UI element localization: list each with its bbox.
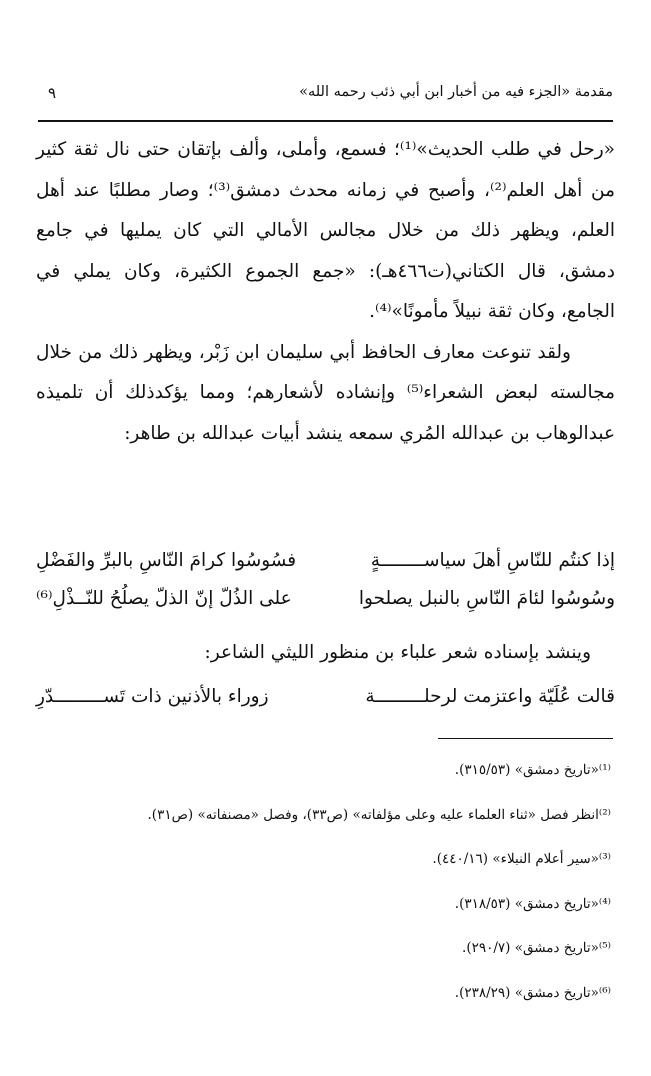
- verse-first-hemistich: قالت عُلَيّة واعتزمت لرحلـــــــــة: [365, 686, 615, 707]
- footnote: ⁽³⁾«سير أعلام النبلاء» (٤٤٠/١٦).: [432, 851, 611, 867]
- footnote: ⁽⁴⁾«تاريخ دمشق» (٣١٨/٥٣).: [454, 895, 611, 912]
- footnote: ⁽⁶⁾«تاريخ دمشق» (٢٣٨/٢٩).: [454, 984, 611, 1001]
- poem-intro: وينشد بإسناده شعر علباء بن منظور الليثي الشاعر:: [204, 642, 591, 663]
- verse-second-hemistich: فسُوسُوا كرامَ النّاسِ بالبرِّ والفَضْلِ: [36, 550, 297, 571]
- verse-second-hemistich: زوراء بالأذنين ذات تَســـــــــدّرِ: [36, 686, 269, 707]
- poem-2: [36, 686, 615, 724]
- paragraph-1: «رحل في طلب الحديث»⁽¹⁾؛ فسمع، وأملى، وألف بإتقان حتى نال ثقة كثير من أهل العلم⁽²⁾، وأصبح في زمانه محدث دمشق⁽³⁾؛ وصار مطلبًا عند أهل العلم، ويظهر ذلك من خلال مجالس الأمالي التي كان يمليها في جامع دمشق، قال الكتاني(ت٤٦٦هـ): «جمع الجموع الكثيرة، وكان يملي في الجامع، وكان ثقة نبيلاً مأمونًا»⁽⁴⁾.: [36, 139, 616, 322]
- verse-line: [36, 588, 615, 626]
- running-title: مقدمة «الجزء فيه من أخبار ابن أبي ذئب رحمه الله»: [299, 84, 613, 100]
- main-text: [36, 130, 615, 454]
- footnote: ⁽⁵⁾«تاريخ دمشق» (٢٩٠/٧).: [462, 940, 611, 956]
- footnotes: [36, 762, 615, 1029]
- verse-second-hemistich: على الذُلّ إنّ الذلّ يصلُحُ للنّــذْلِ⁽⁶⁾: [36, 588, 292, 609]
- paragraph-2: ولقد تنوعت معارف الحافظ أبي سليمان ابن زَبْر، ويظهر ذلك من خلال مجالسته لبعض الشعراء⁽⁵⁾ وإنشاده لأشعارهم؛ ومما يؤكدذلك أن تلميذه عبدالوهاب بن عبدالله المُري سمعه ينشد أبيات عبدالله بن طاهر:: [36, 341, 615, 444]
- verse-line: [36, 550, 615, 588]
- footnote-rule: [438, 738, 613, 739]
- running-header: [40, 84, 613, 108]
- verse-first-hemistich: وسُوسُوا لئامَ النّاسِ بالنبل يصلحوا: [358, 588, 615, 609]
- verse-first-hemistich: إذا كنتُم للنّاسِ أهلَ سياســــــــةٍ: [370, 550, 615, 571]
- poem-1: [36, 550, 615, 626]
- verse-line: [36, 686, 615, 724]
- footnote: ⁽¹⁾«تاريخ دمشق» (٣١٥/٥٣).: [454, 762, 611, 778]
- footnote: ⁽²⁾انظر فصل «ثناء العلماء عليه وعلى مؤلفاته» (ص٣٣)، وفصل «مصنفاته» (ص٣١).: [147, 806, 611, 823]
- page-number: ٩: [48, 84, 57, 102]
- header-rule: [38, 120, 613, 122]
